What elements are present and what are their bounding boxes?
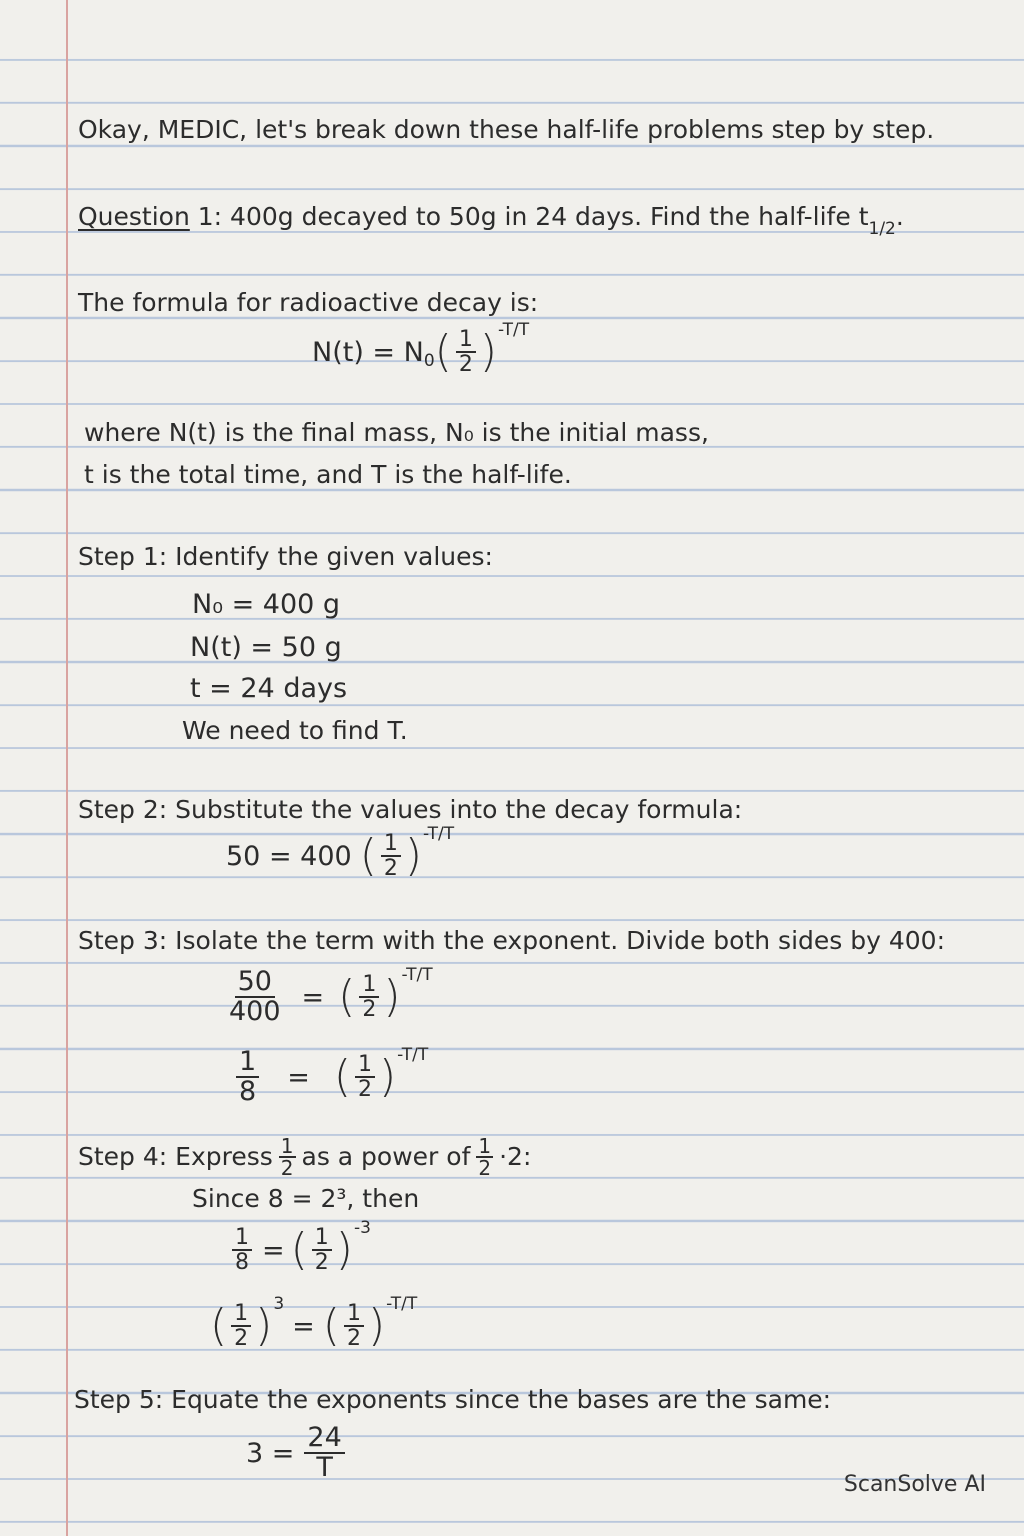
step-1-title: Step 1: Identify the given values:	[78, 542, 493, 571]
intro-text: Okay, MEDIC, let's break down these half-life problems step by step.	[78, 115, 935, 144]
question-1-line: Question 1: 400g decayed to 50g in 24 days. Find the half-life $t_{1/2}$.	[78, 202, 904, 239]
where-line-2: t is the total time, and T is the half-life.	[84, 460, 572, 489]
step-2-title: Step 2: Substitute the values into the decay formula:	[78, 795, 743, 824]
formula-intro: The formula for radioactive decay is:	[78, 288, 539, 317]
step-2-equation: 50 = 400 ( $\frac{1}{2}$ ) -T/T	[226, 824, 455, 882]
decay-formula: N(t) = N 0 ( $\frac{1}{2}$ ) -T/T	[312, 320, 530, 378]
step-4-equation-1: $\frac{1}{8}$ = ( $\frac{1}{2}$ ) -3	[228, 1226, 371, 1274]
step-4-since: Since 8 = 2³, then	[192, 1184, 420, 1213]
step-1-need: We need to find T.	[182, 716, 408, 745]
brand-watermark: ScanSolve AI	[843, 1472, 986, 1497]
question-label: Question	[78, 202, 190, 231]
step-3-equation-2: $\frac{1}{8}$ = ( $\frac{1}{2}$ ) -T/T	[232, 1048, 428, 1107]
where-line-1: where N(t) is the final mass, N₀ is the initial mass,	[84, 418, 709, 447]
step-3-title: Step 3: Isolate the term with the exponent. Divide both sides by 400:	[78, 926, 945, 955]
step-4-title: Step 4: Express $\frac{1}{2}$ as a power of $\frac{1}{2}$ ·2:	[78, 1134, 532, 1180]
step-5-equation: 3 = $\frac{24}{T}$	[246, 1424, 349, 1483]
question-text: 1: 400g decayed to 50g in 24 days. Find the half-life	[189, 202, 859, 231]
step-1-nt: N(t) = 50 g	[190, 632, 342, 663]
step-5-title: Step 5: Equate the exponents since the bases are the same:	[74, 1385, 832, 1414]
step-1-n0: N₀ = 400 g	[192, 589, 341, 620]
step-1-t: t = 24 days	[190, 673, 348, 704]
half-life-symbol: $t_{1/2}$	[858, 202, 896, 239]
step-4-equation-2: ( $\frac{1}{2}$ ) 3 = ( $\frac{1}{2}$ ) -T/T	[210, 1294, 418, 1352]
step-3-equation-1: $\frac{50}{400}$ = ( $\frac{1}{2}$ ) -T/T	[229, 965, 433, 1028]
notebook-margin-line	[66, 0, 68, 1536]
